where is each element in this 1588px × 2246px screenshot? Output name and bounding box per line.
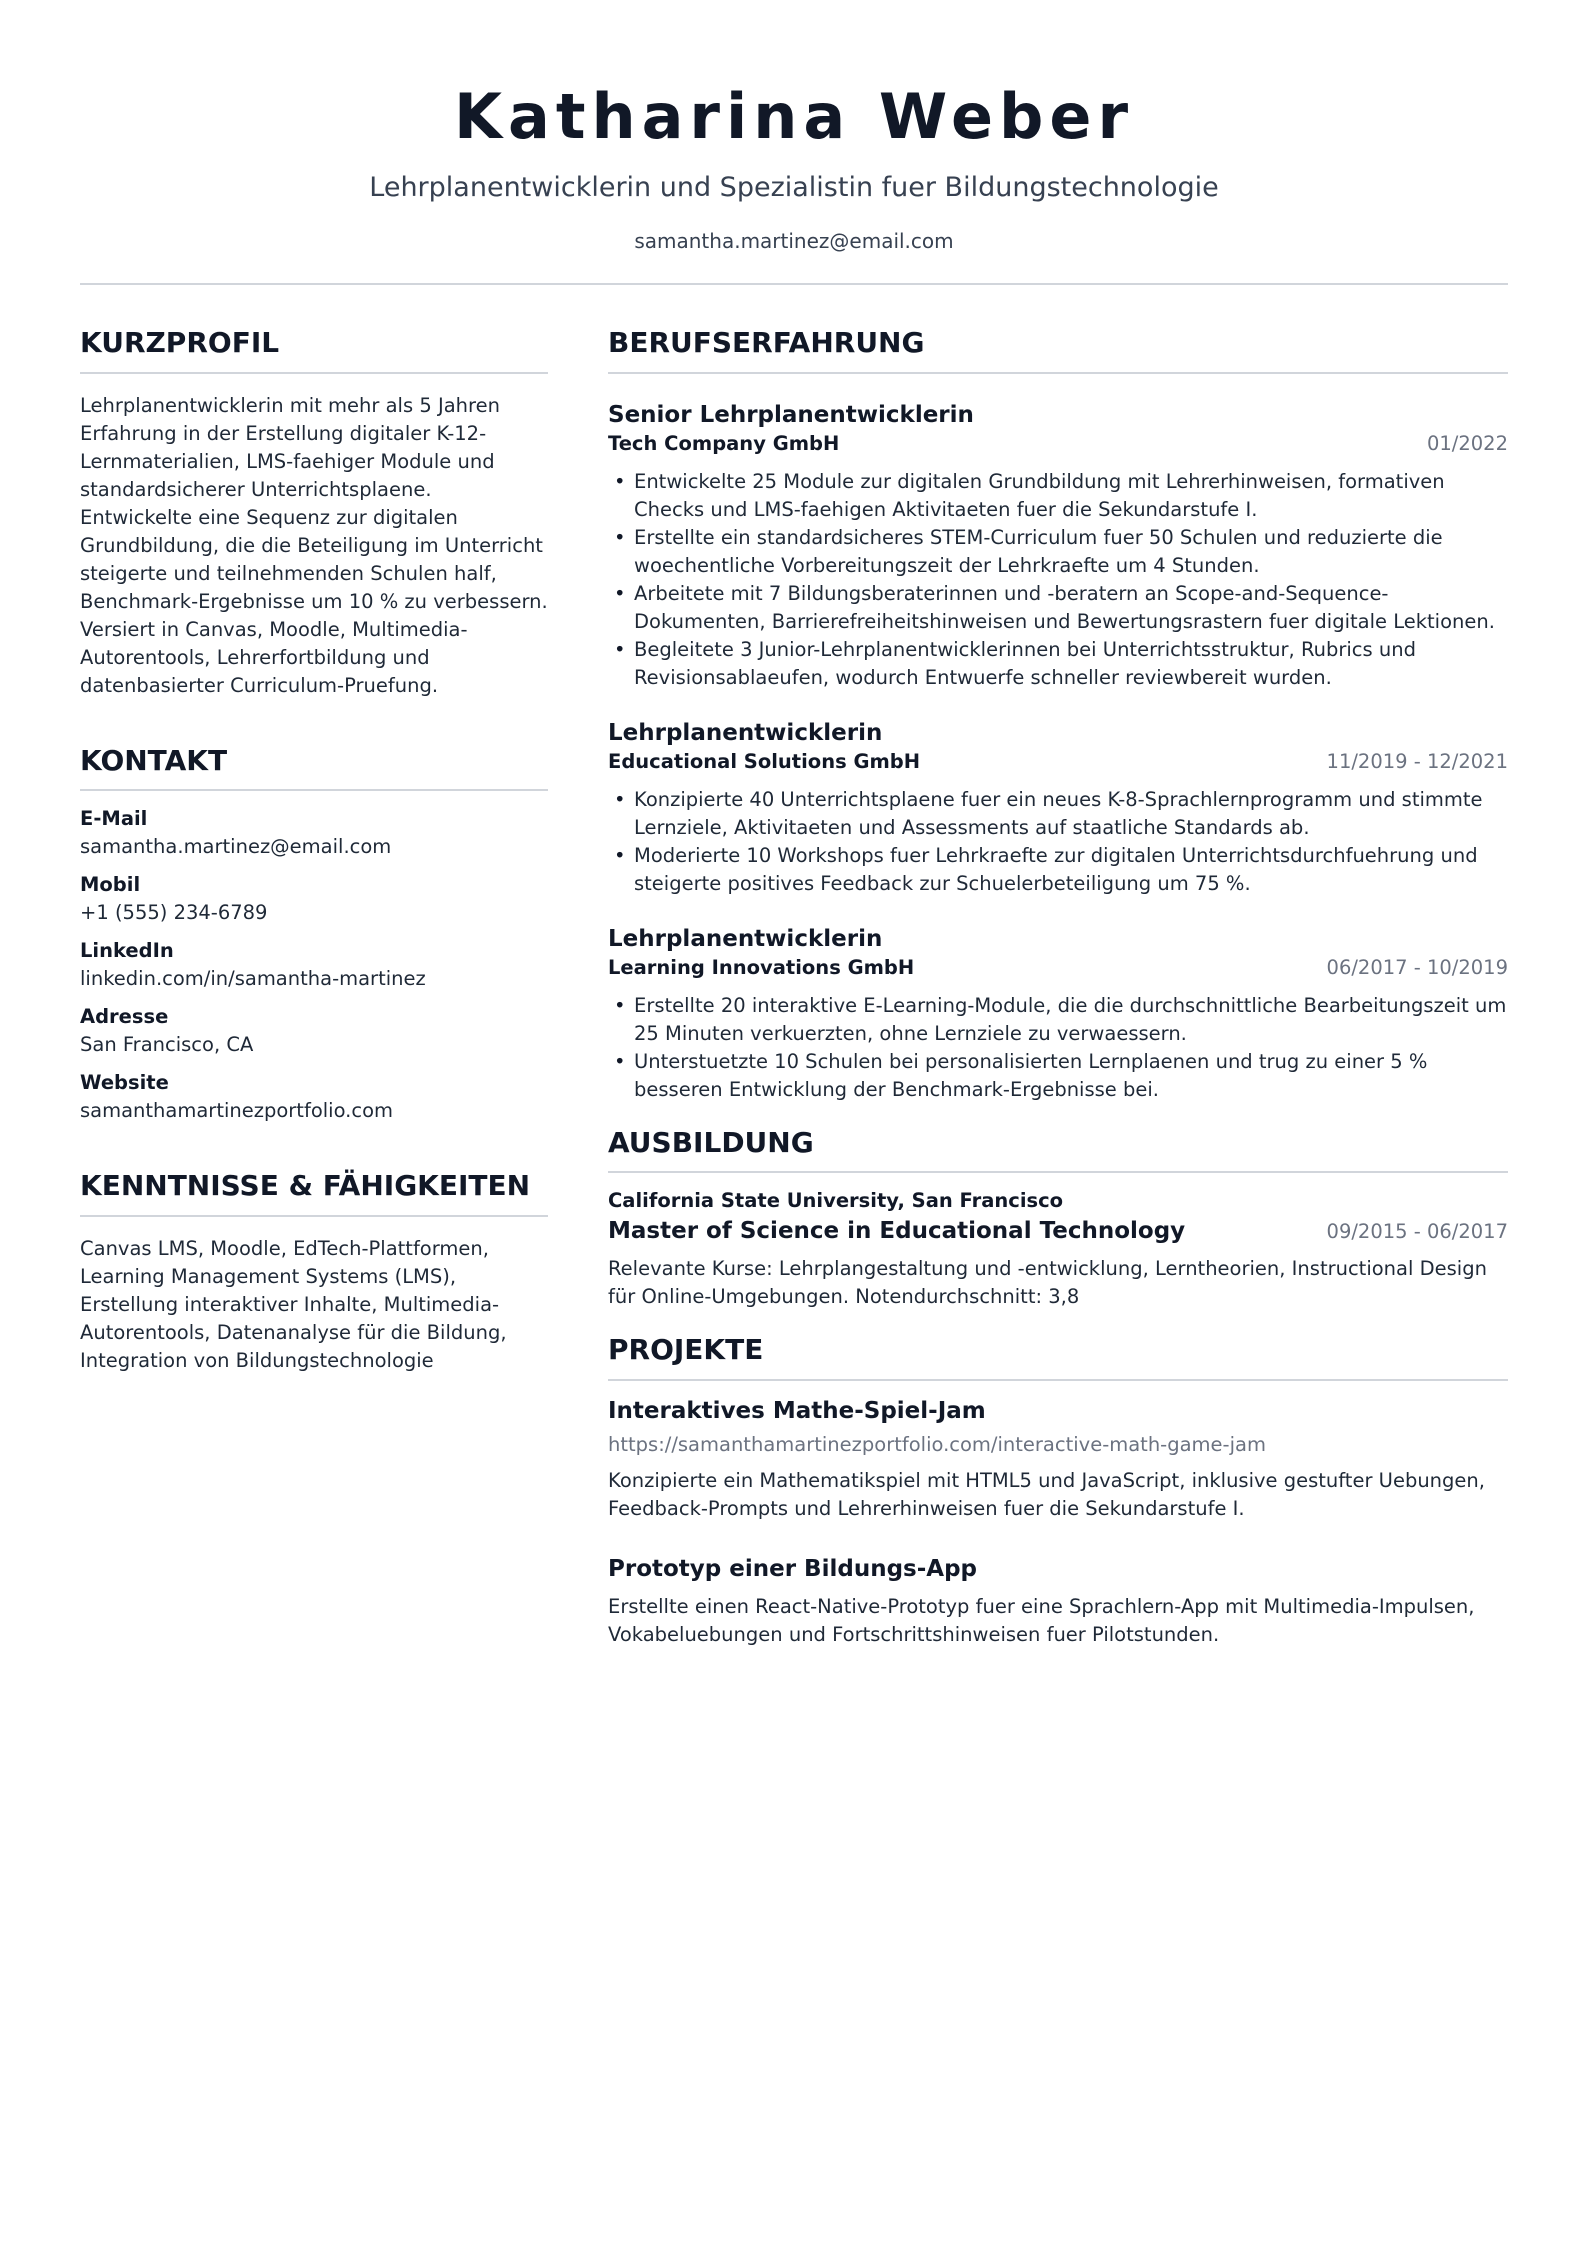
job-bullet: • Konzipierte 40 Unterrichtsplaene fuer ein neues K-8-Sprachlernprogramm und stimmte Lernziele, Aktivitaeten und Assessments auf staatliche Standards ab. (608, 786, 1508, 842)
job-entry (608, 924, 1508, 1104)
job-company: Learning Innovations GmbH (608, 955, 915, 979)
job-title: Senior Lehrplanentwicklerin (608, 401, 974, 428)
contact-label: Adresse (80, 1005, 169, 1029)
project-entry (608, 1553, 1508, 1649)
contact-item-email (80, 805, 548, 861)
project-text: Konzipierte ein Mathematikspiel mit HTML5 und JavaScript, inklusive gestufter Uebungen, Feedback-Prompts und Lehrerhinweisen fuer die Sekundarstufe I. (608, 1468, 1485, 1520)
contact-label: Mobil (80, 873, 141, 897)
summary-section (80, 326, 548, 700)
job-date: 01/2022 (1426, 431, 1508, 455)
education-section (608, 1126, 1508, 1312)
job-bullet: • Begleitete 3 Junior-Lehrplanentwicklerinnen bei Unterrichtsstruktur, Rubrics und Revisionsablaeufen, wodurch Entwuerfe schneller reviewbereit wurden. (608, 636, 1508, 692)
education-entry (608, 1187, 1508, 1311)
education-degree: Master of Science in Educational Technology (608, 1218, 1186, 1245)
projects-heading: PROJEKTE (608, 1333, 1508, 1381)
job-bullet: • Erstellte ein standardsicheres STEM-Curriculum fuer 50 Schulen und reduzierte die woechentliche Vorbereitungszeit der Lehrkraefte um 4 Stunden. (608, 524, 1508, 580)
candidate-name: Katharina Weber (453, 80, 1135, 153)
contact-address-value: San Francisco, CA (80, 1033, 254, 1057)
job-date: 11/2019 - 12/2021 (1326, 749, 1508, 773)
contact-label: E-Mail (80, 807, 148, 831)
contact-phone-value[interactable]: +1 (555) 234-6789 (80, 901, 268, 925)
job-bullets (608, 786, 1508, 898)
header-divider (80, 283, 1508, 285)
candidate-headline: Lehrplanentwicklerin und Spezialistin fuer Bildungstechnologie (369, 172, 1219, 204)
project-entry (608, 1395, 1508, 1523)
job-bullet: • Entwickelte 25 Module zur digitalen Grundbildung mit Lehrerhinweisen, formativen Checks und LMS-faehigen Aktivitaeten fuer die Sekundarstufe I. (608, 468, 1508, 524)
header-email: samantha.martinez@email.com (634, 228, 954, 253)
right-column (608, 326, 1508, 1671)
job-bullet: • Erstellte 20 interaktive E-Learning-Module, die die durchschnittliche Bearbeitungszeit um 25 Minuten verkuerzten, ohne Lernziele zu verwaessern. (608, 992, 1508, 1048)
skills-heading: KENNTNISSE & FÄHIGKEITEN (80, 1169, 548, 1217)
job-meta (608, 430, 1508, 458)
contact-linkedin-value[interactable]: linkedin.com/in/samantha-martinez (80, 967, 426, 991)
skills-text: Canvas LMS, Moodle, EdTech-Plattformen, Learning Management Systems (LMS), Erstellung interaktiver Inhalte, Multimedia-Autorentools, Datenanalyse für die Bildung, Integration von Bildungstechnologie (80, 1236, 507, 1372)
contact-email-value[interactable]: samantha.martinez@email.com (80, 835, 392, 859)
job-date: 06/2017 - 10/2019 (1326, 955, 1508, 979)
contact-label: Website (80, 1071, 169, 1095)
contact-list (80, 805, 548, 1125)
contact-label: LinkedIn (80, 939, 174, 963)
project-link[interactable]: https://samanthamartinezportfolio.com/interactive-math-game-jam (608, 1432, 1266, 1456)
contact-item-address (80, 1003, 548, 1059)
project-title: Prototyp einer Bildungs-App (608, 1555, 977, 1582)
contact-item-website (80, 1069, 548, 1125)
projects-section (608, 1333, 1508, 1649)
job-bullet: • Arbeitete mit 7 Bildungsberaterinnen und -beratern an Scope-and-Sequence-Dokumenten, Barrierefreiheitshinweisen und Bewertungsrastern fuer digitale Lektionen. (608, 580, 1508, 636)
contact-item-linkedin (80, 937, 548, 993)
job-bullet: • Unterstuetzte 10 Schulen bei personalisierten Lernplaenen und trug zu einer 5 % besseren Entwicklung der Benchmark-Ergebnisse bei. (608, 1048, 1508, 1104)
education-text: Relevante Kurse: Lehrplangestaltung und -entwicklung, Lerntheorien, Instructional Design für Online-Umgebungen. Notendurchschnitt: 3,8 (608, 1257, 1487, 1309)
summary-heading: KURZPROFIL (80, 326, 548, 374)
project-text: Erstellte einen React-Native-Prototyp fuer eine Sprachlern-App mit Multimedia-Impulsen, Vokabeluebungen und Fortschrittshinweisen fuer Pilotstunden. (608, 1594, 1475, 1646)
contact-website-value[interactable]: samanthamartinezportfolio.com (80, 1099, 394, 1123)
experience-heading: BERUFSERFAHRUNG (608, 326, 1508, 374)
job-title: Lehrplanentwicklerin (608, 925, 883, 952)
job-meta (608, 748, 1508, 776)
education-meta (608, 1215, 1508, 1247)
left-column (80, 326, 548, 1419)
education-heading: AUSBILDUNG (608, 1126, 1508, 1174)
job-bullets (608, 992, 1508, 1104)
job-entry (608, 400, 1508, 692)
job-meta (608, 954, 1508, 982)
education-date: 09/2015 - 06/2017 (1326, 1220, 1508, 1244)
contact-section (80, 744, 548, 1126)
job-title: Lehrplanentwicklerin (608, 719, 883, 746)
job-company: Tech Company GmbH (608, 431, 840, 455)
contact-heading: KONTAKT (80, 744, 548, 792)
job-bullets (608, 468, 1508, 692)
project-title: Interaktives Mathe-Spiel-Jam (608, 1397, 986, 1424)
resume-header (80, 80, 1508, 253)
job-bullet: • Moderierte 10 Workshops fuer Lehrkraefte zur digitalen Unterrichtsdurchfuehrung und steigerte positives Feedback zur Schuelerbeteiligung um 75 %. (608, 842, 1508, 898)
job-entry (608, 718, 1508, 898)
skills-section (80, 1169, 548, 1375)
contact-item-phone (80, 871, 548, 927)
job-company: Educational Solutions GmbH (608, 749, 921, 773)
experience-section (608, 326, 1508, 1104)
summary-text: Lehrplanentwicklerin mit mehr als 5 Jahren Erfahrung in der Erstellung digitaler K-12-Lernmaterialien, LMS-faehiger Module und standardsicherer Unterrichtsplaene. Entwickelte eine Sequenz zur digitalen Grundbildung, die die Beteiligung im Unterricht steigerte und teilnehmenden Schulen half, Benchmark-Ergebnisse um 10 % zu verbessern. Versiert in Canvas, Moodle, Multimedia-Autorentools, Lehrerfortbildung und datenbasierter Curriculum-Pruefung. (80, 393, 548, 697)
education-school: California State University, San Francisco (608, 1189, 1064, 1213)
